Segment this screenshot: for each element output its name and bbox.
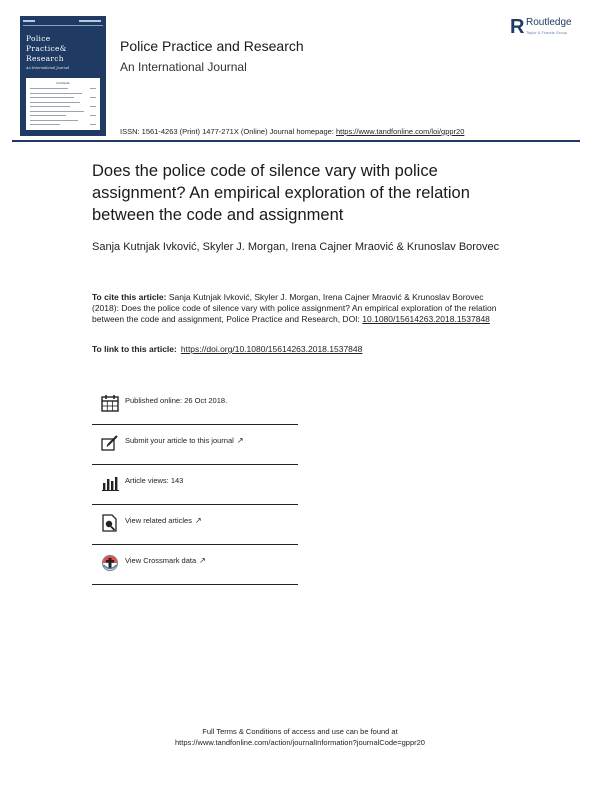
related-articles-label: View related articles	[125, 516, 192, 525]
article-doi-url[interactable]: https://doi.org/10.1080/15614263.2018.1537848	[180, 344, 363, 354]
cover-contents-title: Contents	[56, 81, 70, 85]
article-title: Does the police code of silence vary with police assignment? An empirical exploration of the relation between the code and assignment	[92, 162, 470, 224]
cover-contents-panel	[26, 78, 100, 130]
crossmark-label: View Crossmark data	[125, 556, 197, 565]
terms-footer	[0, 726, 600, 748]
submit-article-label: Submit your article to this journal	[125, 436, 234, 445]
journal-homepage-link[interactable]: https://www.tandfonline.com/loi/gppr20	[335, 127, 465, 136]
citation-block	[92, 292, 512, 325]
issn-text: ISSN: 1561-4263 (Print) 1477-271X (Online) Journal homepage:	[120, 127, 336, 136]
calendar-icon	[100, 394, 120, 412]
crossmark-icon	[100, 554, 120, 572]
edit-pencil-icon	[100, 434, 120, 452]
journal-subtitle: An International Journal	[120, 60, 247, 74]
link-label: To link to this article:	[92, 344, 177, 354]
related-articles-link[interactable]	[125, 516, 202, 525]
citation-label: To cite this article:	[92, 292, 167, 302]
journal-title: Police Practice and Research	[120, 38, 304, 54]
submit-row[interactable]	[92, 425, 298, 465]
submit-article-link[interactable]	[125, 436, 244, 445]
article-views: Article views: 143	[125, 476, 184, 485]
cover-title-line: Research	[26, 54, 64, 63]
external-link-icon: ↗	[236, 436, 244, 445]
issn-line	[120, 127, 464, 136]
journal-cover-thumbnail	[20, 16, 106, 136]
crossmark-row[interactable]	[92, 545, 298, 585]
routledge-logo	[510, 16, 586, 44]
cover-title-line: Practice&	[26, 44, 67, 53]
published-row	[92, 385, 298, 425]
external-link-icon: ↗	[199, 556, 206, 565]
cover-subtitle: An International Journal	[26, 66, 70, 70]
search-document-icon	[100, 514, 120, 532]
publisher-tagline: Taylor & Francis Group	[526, 30, 567, 35]
cover-title	[26, 34, 67, 64]
cover-top-strip	[23, 19, 103, 26]
routledge-r-icon: R	[510, 16, 525, 38]
crossmark-link[interactable]	[125, 556, 206, 565]
citation-text: Sanja Kutnjak Ivković, Skyler J. Morgan, Irena Cajner Mraović & Krunoslav Borovec (2018): Does the police code of silence vary with police assignment? An empirical exploration of the relation between the code and assignment, Police Practice and Research, DOI:	[92, 292, 497, 324]
cover-title-line: Police	[26, 34, 51, 43]
article-info-list	[92, 385, 298, 585]
views-row	[92, 465, 298, 505]
footer-terms-url[interactable]: https://www.tandfonline.com/action/journalInformation?journalCode=gppr20	[175, 738, 425, 747]
related-row[interactable]	[92, 505, 298, 545]
bar-chart-icon	[100, 474, 120, 492]
publisher-name: Routledge	[526, 17, 572, 28]
article-link-line	[92, 344, 362, 354]
citation-doi-link[interactable]: 10.1080/15614263.2018.1537848	[362, 314, 490, 324]
published-date: Published online: 26 Oct 2018.	[125, 396, 228, 405]
external-link-icon: ↗	[194, 516, 202, 525]
footer-terms-text: Full Terms & Conditions of access and use can be found at	[202, 727, 398, 736]
article-authors: Sanja Kutnjak Ivković, Skyler J. Morgan, Irena Cajner Mraović & Krunoslav Borovec	[92, 241, 500, 253]
header-divider	[12, 140, 580, 142]
